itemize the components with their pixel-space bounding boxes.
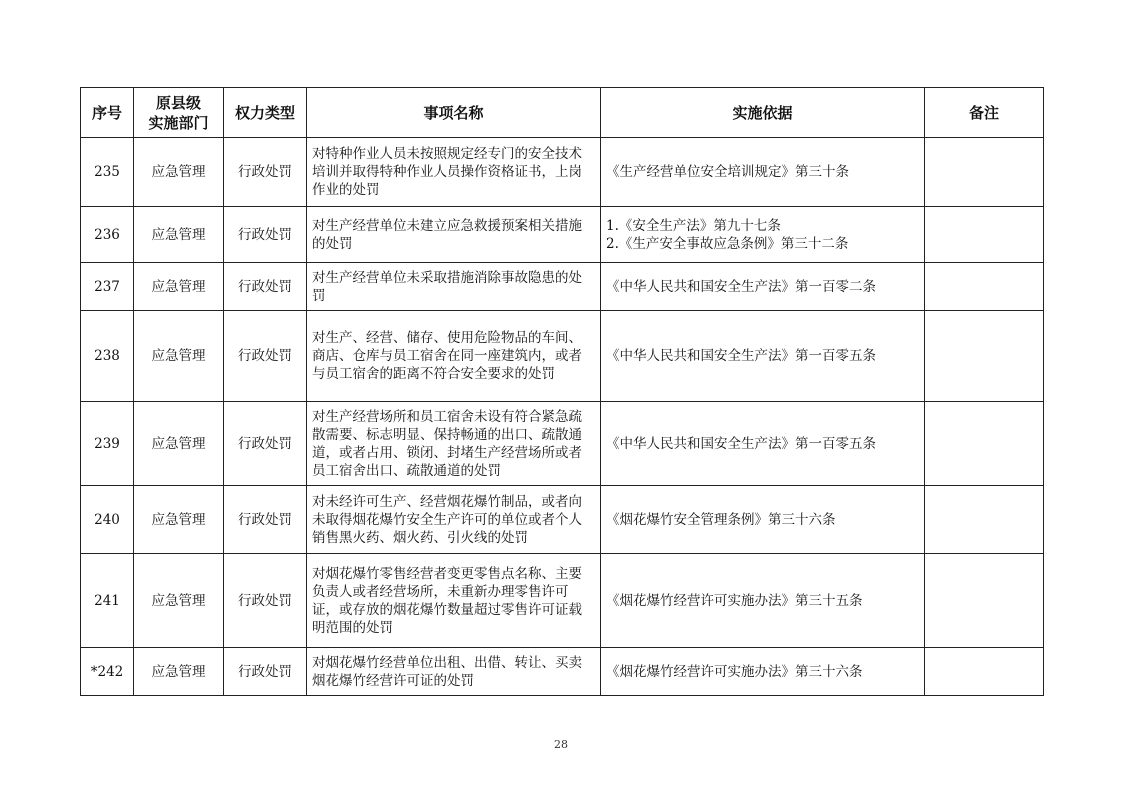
row-dept: 应急管理: [134, 486, 224, 554]
row-seq: 240: [81, 486, 134, 554]
row-note: [925, 402, 1044, 486]
row-seq: 241: [81, 554, 134, 648]
row-dept: 应急管理: [134, 207, 224, 263]
row-note: [925, 207, 1044, 263]
row-name: 对烟花爆竹经营单位出租、出借、转让、买卖烟花爆竹经营许可证的处罚: [307, 648, 601, 696]
row-basis-line: 《中华人民共和国安全生产法》第一百零二条: [606, 278, 876, 295]
row-basis: [601, 554, 925, 648]
table-row: [81, 207, 1044, 263]
table-row: [81, 486, 1044, 554]
row-name: 对生产、经营、储存、使用危险物品的车间、商店、仓库与员工宿舍在同一座建筑内，或者与员工宿舍的距离不符合安全要求的处罚: [307, 311, 601, 402]
header-seq: 序号: [81, 88, 134, 138]
header-note: 备注: [925, 88, 1044, 138]
row-dept: 应急管理: [134, 311, 224, 402]
row-basis: [601, 402, 925, 486]
row-type: 行政处罚: [224, 648, 307, 696]
row-name: 对生产经营单位未采取措施消除事故隐患的处罚: [307, 263, 601, 311]
row-name: 对特种作业人员未按照规定经专门的安全技术培训并取得特种作业人员操作资格证书，上岗作业的处罚: [307, 138, 601, 207]
row-seq: 239: [81, 402, 134, 486]
row-note: [925, 263, 1044, 311]
row-seq: *242: [81, 648, 134, 696]
row-type: 行政处罚: [224, 402, 307, 486]
row-type: 行政处罚: [224, 138, 307, 207]
row-note: [925, 311, 1044, 402]
row-basis-line: 2.《生产安全事故应急条例》第三十二条: [606, 235, 849, 252]
row-dept: 应急管理: [134, 138, 224, 207]
row-dept: 应急管理: [134, 648, 224, 696]
row-type: 行政处罚: [224, 486, 307, 554]
row-basis: [601, 263, 925, 311]
row-note: [925, 138, 1044, 207]
header-dept: [134, 88, 224, 138]
row-seq: 235: [81, 138, 134, 207]
header-name: 事项名称: [307, 88, 601, 138]
row-basis-line: 《中华人民共和国安全生产法》第一百零五条: [606, 348, 876, 364]
row-basis-line: 《烟花爆竹经营许可实施办法》第三十五条: [606, 592, 863, 609]
authority-table: [80, 87, 1044, 696]
table-row: [81, 554, 1044, 648]
table-row: [81, 311, 1044, 402]
header-row: [81, 88, 1044, 138]
row-basis-line: 《烟花爆竹安全管理条例》第三十六条: [606, 511, 836, 528]
row-note: [925, 648, 1044, 696]
row-basis: [601, 648, 925, 696]
row-basis: [601, 311, 925, 402]
row-dept: 应急管理: [134, 554, 224, 648]
table-row: [81, 263, 1044, 311]
row-dept: 应急管理: [134, 402, 224, 486]
header-dept-line1: 原县级: [155, 93, 201, 112]
header-type: 权力类型: [224, 88, 307, 138]
row-seq: 237: [81, 263, 134, 311]
row-basis-line: 《生产经营单位安全培训规定》第三十条: [606, 164, 849, 180]
row-type: 行政处罚: [224, 311, 307, 402]
table-row: [81, 138, 1044, 207]
row-basis-line: 《中华人民共和国安全生产法》第一百零五条: [606, 435, 876, 452]
row-type: 行政处罚: [224, 207, 307, 263]
table-row: [81, 648, 1044, 696]
row-type: 行政处罚: [224, 554, 307, 648]
row-basis-line: 《烟花爆竹经营许可实施办法》第三十六条: [606, 663, 863, 680]
table-body: [81, 138, 1044, 696]
row-name: 对生产经营场所和员工宿舍未设有符合紧急疏散需要、标志明显、保持畅通的出口、疏散通道，或者占用、锁闭、封堵生产经营场所或者员工宿舍出口、疏散通道的处罚: [307, 402, 601, 486]
row-seq: 238: [81, 311, 134, 402]
header-dept-line2: 实施部门: [148, 113, 209, 132]
row-note: [925, 554, 1044, 648]
row-type: 行政处罚: [224, 263, 307, 311]
row-basis: [601, 207, 925, 263]
table-row: [81, 402, 1044, 486]
row-basis-line: 1.《安全生产法》第九十七条: [606, 217, 781, 234]
row-name: 对未经许可生产、经营烟花爆竹制品，或者向未取得烟花爆竹安全生产许可的单位或者个人销售黑火药、烟火药、引火线的处罚: [307, 486, 601, 554]
page-number: 28: [554, 738, 568, 751]
row-basis: [601, 138, 925, 207]
row-note: [925, 486, 1044, 554]
row-basis: [601, 486, 925, 554]
row-name: 对烟花爆竹零售经营者变更零售点名称、主要负责人或者经营场所，未重新办理零售许可证，或存放的烟花爆竹数量超过零售许可证载明范围的处罚: [307, 554, 601, 648]
row-dept: 应急管理: [134, 263, 224, 311]
row-seq: 236: [81, 207, 134, 263]
header-basis: 实施依据: [601, 88, 925, 138]
row-name: 对生产经营单位未建立应急救援预案相关措施的处罚: [307, 207, 601, 263]
